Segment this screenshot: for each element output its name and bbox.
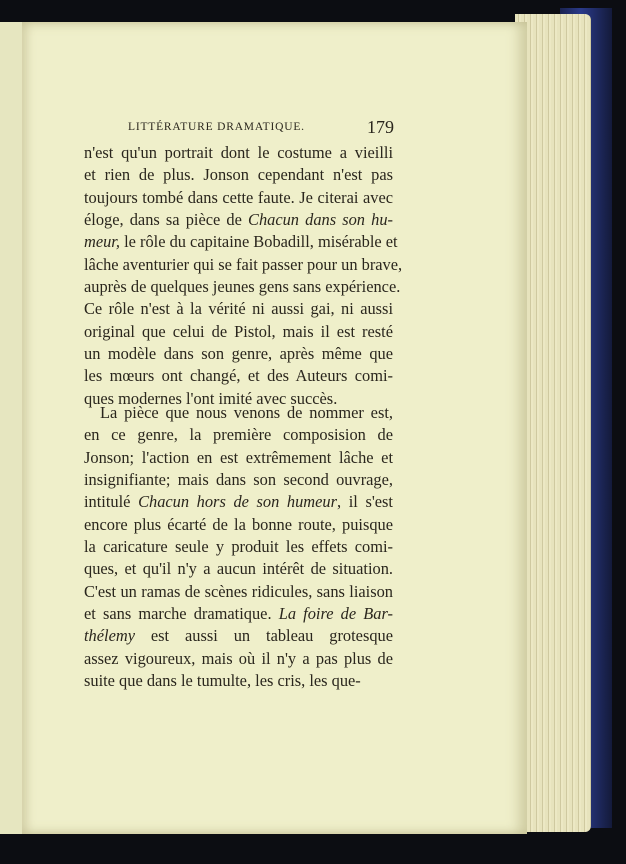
page-number: 179 (367, 117, 394, 137)
text-segment: Ce rôle n'est à la vérité ni aussi gai, ni aussi (84, 299, 393, 319)
text-line (84, 209, 393, 231)
text-line (84, 298, 393, 320)
text-line (84, 514, 393, 536)
text-segment: ques modernes l'ont imité avec succès. (84, 388, 338, 408)
italic-title-text: meur, (84, 232, 120, 252)
text-line (84, 536, 393, 558)
text-line (84, 343, 393, 365)
text-line (84, 581, 393, 603)
paragraph-1 (84, 142, 403, 410)
text-line (84, 365, 393, 387)
text-segment: auprès de quelques jeunes gens sans expérience. (84, 277, 401, 297)
text-segment: suite que dans le tumulte, les cris, les que- (84, 671, 361, 691)
text-line (84, 491, 393, 513)
text-segment: et rien de plus. Jonson cependant n'est pas (84, 165, 393, 185)
text-segment: les mœurs ont changé, et des Auteurs comi- (84, 366, 393, 386)
text-segment: n'est qu'un portrait dont le costume a vieilli (84, 143, 393, 162)
text-segment: et sans marche dramatique. (84, 604, 279, 624)
italic-title-text: La foire de Bar- (278, 604, 394, 624)
text-segment: le rôle du capitaine Bobadill, misérable et (119, 232, 398, 252)
text-line (84, 187, 393, 209)
text-segment: éloge, dans sa pièce de (84, 210, 249, 230)
text-segment: insignifiante; mais dans son second ouvrage, (84, 470, 393, 490)
italic-title-text: thélemy (84, 626, 135, 646)
text-segment: lâche aventurier qui se fait passer pour un brave, (84, 254, 403, 274)
text-segment: original que celui de Pistol, mais il est resté (84, 321, 393, 341)
text-segment: La pièce que nous venons de nommer est, (100, 403, 393, 422)
text-segment: toujours tombé dans cette faute. Je citerai avec (84, 187, 393, 207)
italic-title-text: Chacun dans son hu- (248, 210, 393, 230)
text-segment: un modèle dans son genre, après même que (84, 344, 393, 364)
text-segment: intitulé (84, 492, 139, 512)
text-line (84, 142, 393, 164)
text-line (84, 424, 393, 446)
text-line (84, 231, 398, 253)
text-segment: , il s'est (337, 492, 393, 512)
text-segment: Jonson; l'action en est extrêmement lâche et (84, 447, 393, 467)
text-segment: C'est un ramas de scènes ridicules, sans liaison (84, 581, 393, 601)
text-line (84, 447, 393, 469)
text-segment: assez vigoureux, mais où il n'y a pas plus de (84, 648, 393, 668)
text-segment: la caricature seule y produit les effets comi- (84, 537, 393, 557)
page-header (128, 117, 394, 139)
text-segment: en ce genre, la première composision de (84, 425, 393, 445)
text-line (84, 558, 393, 580)
text-line (84, 625, 393, 647)
text-line (84, 254, 403, 276)
text-line (84, 603, 393, 625)
text-line (84, 469, 393, 491)
text-line (84, 164, 393, 186)
italic-title-text: Chacun hors de son humeur (138, 492, 337, 512)
paragraph-2 (84, 402, 393, 692)
running-title: LITTÉRATURE DRAMATIQUE. (128, 121, 305, 133)
text-line (84, 402, 393, 424)
text-line (84, 321, 393, 343)
text-line (84, 670, 393, 692)
text-segment: est aussi un tableau grotesque (134, 626, 393, 646)
text-segment: encore plus écarté de la bonne route, puisque (84, 514, 393, 534)
text-segment: ques, et qu'il n'y a aucun intérêt de situation. (84, 559, 393, 579)
text-line (84, 648, 393, 670)
text-line (84, 276, 401, 298)
